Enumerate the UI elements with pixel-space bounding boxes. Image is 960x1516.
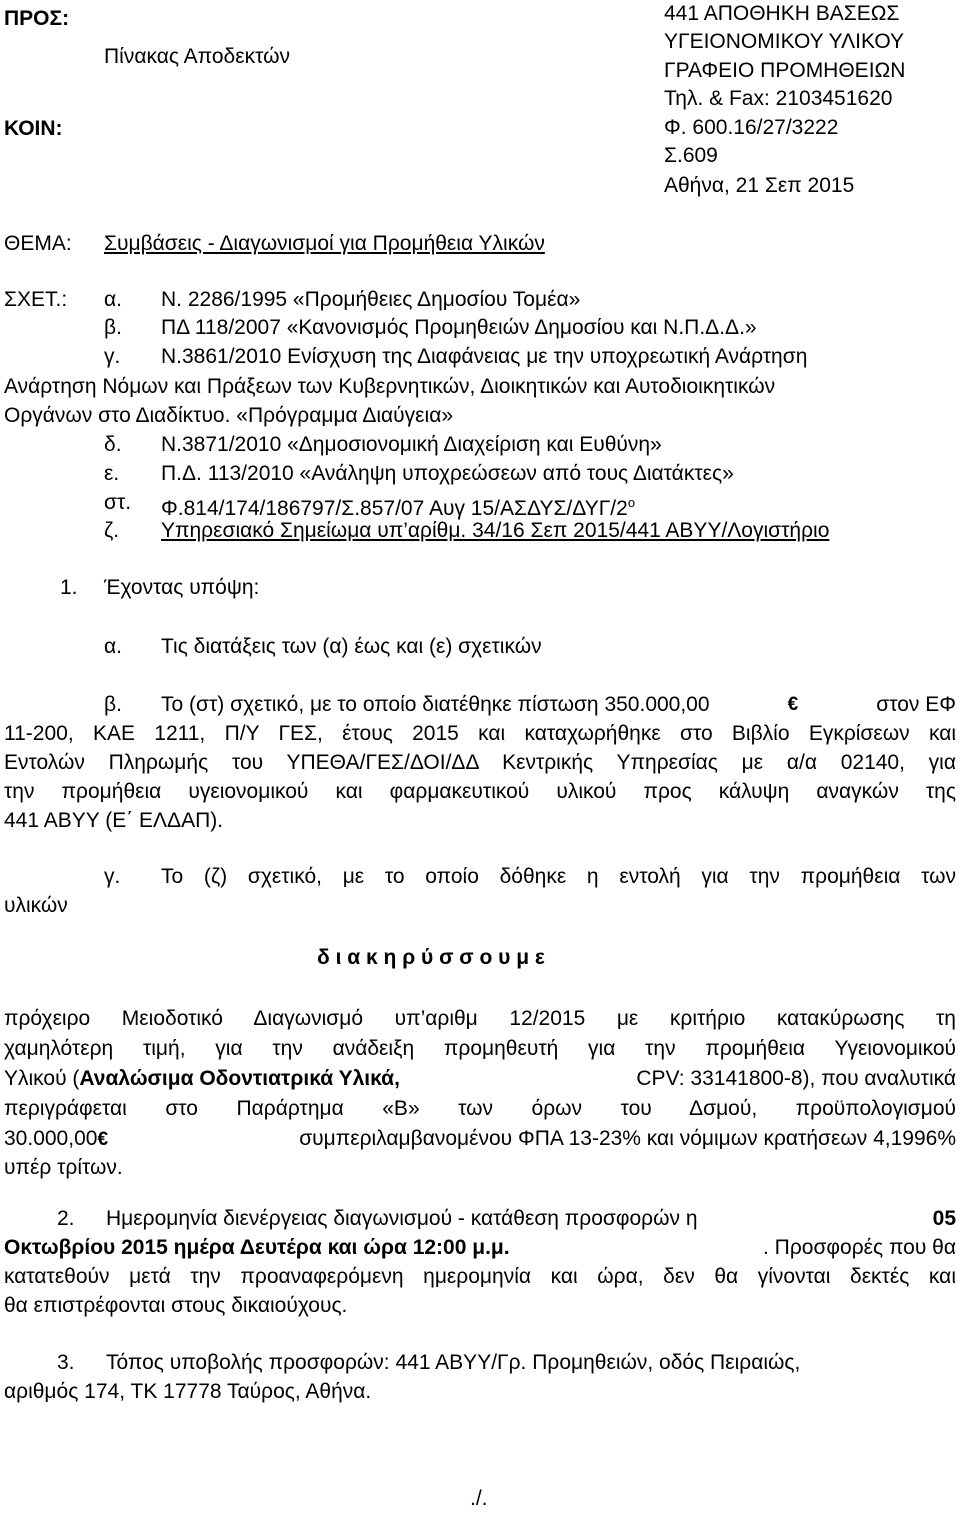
sender-line: 441 ΑΠΟΘΗΚΗ ΒΑΣΕΩΣ: [664, 2, 900, 25]
ref-letter: γ.: [104, 345, 121, 368]
item-number: 3.: [57, 1351, 75, 1374]
ref-letter: β.: [104, 316, 122, 339]
paragraph-line: την προμήθεια υγειονομικού και φαρμακευτικού υλικού προς κάλυψη αναγκών της: [4, 780, 956, 803]
ref-item: Ν. 2286/1995 «Προμήθειες Δημοσίου Τομέα»: [161, 288, 581, 311]
page-continuation-mark: ./.: [470, 1487, 488, 1510]
section-title: Έχοντας υπόψη:: [104, 576, 260, 599]
sender-line: ΥΓΕΙΟΝΟΜΙΚΟΥ ΥΛΙΚΟΥ: [664, 30, 905, 53]
item-text-continued: υλικών: [4, 894, 68, 917]
paragraph-line: Τόπος υποβολής προσφορών: 441 ΑΒΥΥ/Γρ. Προμηθειών, οδός Πειραιώς,: [106, 1351, 801, 1374]
references-label: ΣΧΕΤ.:: [4, 288, 68, 311]
text-segment: CPV: 33141800-8), που αναλυτικά: [636, 1067, 956, 1090]
item-text: Το (στ) σχετικό, με το οποίο διατέθηκε πίστωση 350.000,00: [161, 693, 710, 716]
pros-recipient: Πίνακας Αποδεκτών: [104, 45, 290, 68]
item-letter: γ.: [104, 865, 121, 888]
ref-item: Ν.3861/2010 Ενίσχυση της Διαφάνειας με την υποχρεωτική Ανάρτηση: [161, 345, 808, 368]
protocol-number: Φ. 600.16/27/3222: [664, 116, 839, 139]
serial-number: Σ.609: [664, 144, 718, 167]
ref-item: Ν.3871/2010 «Δημοσιονομική Διαχείριση και Ευθύνη»: [161, 433, 662, 456]
superscript: ο: [627, 495, 636, 510]
ref-item-continued: Οργάνων στο Διαδίκτυο. «Πρόγραμμα Διαύγεια»: [4, 404, 454, 427]
paragraph-line: Εντολών Πληρωμής του ΥΠΕΘΑ/ΓΕΣ/ΔΟΙ/ΔΔ Κεντρικής Υπηρεσίας με α/α 02140, για: [4, 751, 956, 774]
deadline-day: 05: [932, 1207, 956, 1230]
section-number: 1.: [60, 576, 78, 599]
euro-icon: €: [97, 1129, 109, 1150]
ref-letter: ε.: [104, 462, 120, 485]
budget-amount: 30.000,00: [4, 1127, 98, 1150]
ref-item-text: Φ.814/174/186797/Σ.857/07 Αυγ 15/ΑΣΔΥΣ/ΔΥΓ/2: [161, 497, 628, 520]
line-segment: [4, 1066, 400, 1092]
paragraph-line: [4, 1126, 956, 1153]
paragraph-line: [4, 1235, 956, 1261]
item-text: Το (ζ) σχετικό, με το οποίο δόθηκε η εντολή για την προμήθεια των: [161, 865, 956, 888]
paragraph-line: κατατεθούν μετά την προαναφερόμενη ημερομηνία και ώρα, δεν θα γίνονται δεκτές και: [4, 1265, 956, 1288]
ref-item-continued: Ανάρτηση Νόμων και Πράξεων των Κυβερνητικών, Διοικητικών και Αυτοδιοικητικών: [4, 375, 776, 398]
item-letter: α.: [104, 635, 122, 658]
text-segment: Ημερομηνία διενέργειας διαγωνισμού - κατάθεση προσφορών η: [106, 1207, 698, 1230]
line-segment: [4, 1126, 108, 1153]
ref-letter: α.: [104, 288, 122, 311]
text-segment: Υλικού (: [4, 1067, 80, 1090]
paragraph-line: υπέρ τρίτων.: [4, 1156, 123, 1179]
paragraph-line: αριθμός 174, ΤΚ 17778 Ταύρος, Αθήνα.: [4, 1380, 372, 1403]
koin-label: ΚΟΙΝ:: [4, 117, 63, 140]
item-text: στον ΕΦ: [876, 693, 956, 716]
paragraph-line: 11-200, ΚΑΕ 1211, Π/Υ ΓΕΣ, έτους 2015 και καταχωρήθηκε στο Βιβλίο Εγκρίσεων και: [4, 722, 956, 745]
paragraph-line: 441 ΑΒΥΥ (Ε΄ ΕΛΔΑΠ).: [4, 809, 224, 832]
ref-item: Π.Δ. 113/2010 «Ανάληψη υποχρεώσεων από τους Διατάκτες»: [161, 462, 734, 485]
ref-letter: ζ.: [104, 519, 120, 542]
ref-letter: δ.: [104, 433, 122, 456]
text-segment: συμπεριλαμβανομένου ΦΠΑ 13-23% και νόμιμων κρατήσεων 4,1996%: [299, 1127, 956, 1150]
paragraph-line: [106, 1206, 956, 1232]
item-b-first-line: [161, 692, 956, 718]
paragraph-line: θα επιστρέφονται στους δικαιούχους.: [4, 1294, 348, 1317]
sender-line: ΓΡΑΦΕΙΟ ΠΡΟΜΗΘΕΙΩΝ: [664, 59, 906, 82]
subject-label: ΘΕΜΑ:: [4, 232, 72, 255]
deadline-datetime: Οκτωβρίου 2015 ημέρα Δευτέρα και ώρα 12:00 μ.μ.: [4, 1236, 510, 1259]
item-letter: β.: [104, 693, 122, 716]
ref-letter: στ.: [104, 491, 132, 514]
paragraph-line: πρόχειρο Μειοδοτικό Διαγωνισμό υπ’αριθμ 12/2015 με κριτήριο κατακύρωσης τη: [4, 1007, 956, 1030]
sender-phone: Τηλ. & Fax: 2103451620: [664, 87, 893, 110]
text-segment: . Προσφορές που θα: [763, 1236, 956, 1259]
paragraph-line: χαμηλότερη τιμή, για την ανάδειξη προμηθευτή για την προμήθεια Υγειονομικού: [4, 1037, 956, 1060]
document-date: Αθήνα, 21 Σεπ 2015: [664, 174, 855, 197]
ref-item: Υπηρεσιακό Σημείωμα υπ’αρίθμ. 34/16 Σεπ 2015/441 ΑΒΥΥ/Λογιστήριο: [161, 519, 830, 542]
item-number: 2.: [57, 1207, 75, 1230]
euro-icon: €: [787, 694, 799, 715]
paragraph-line: περιγράφεται στο Παράρτημα «Β» των όρων του Δσμού, προϋπολογισμού: [4, 1097, 956, 1120]
product-name: Αναλώσιμα Οδοντιατρικά Υλικά,: [79, 1067, 400, 1090]
declaration-heading: δ ι α κ η ρ ύ σ σ ο υ μ ε: [317, 946, 545, 969]
paragraph-line: [4, 1066, 956, 1092]
ref-item: ΠΔ 118/2007 «Κανονισμός Προμηθειών Δημοσίου και Ν.Π.Δ.Δ.»: [161, 316, 757, 339]
pros-label: ΠΡΟΣ:: [4, 7, 70, 30]
item-text: Τις διατάξεις των (α) έως και (ε) σχετικών: [161, 635, 542, 658]
subject-text: Συμβάσεις - Διαγωνισμοί για Προμήθεια Υλικών: [104, 232, 545, 255]
